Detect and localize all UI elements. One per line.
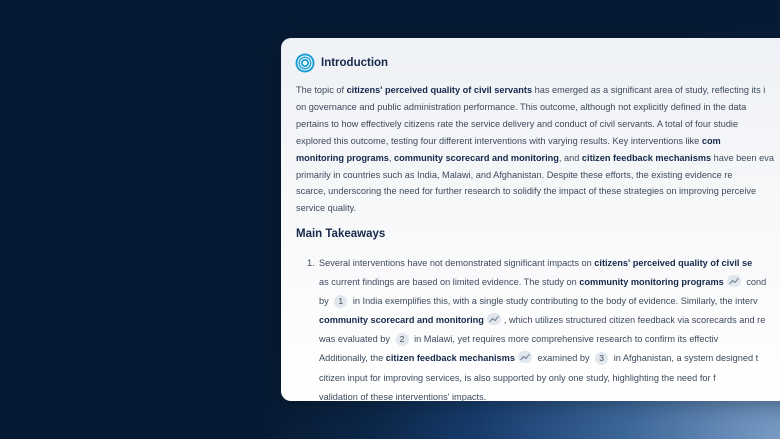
content-card bbox=[281, 38, 780, 401]
list-item: 1. Several interventions have not demonstrated significant impacts on citizens' perceived quality of civil se bbox=[307, 258, 753, 268]
takeaways-list: 1. Several interventions have not demonstrated significant impacts on citizens' perceived quality of civil se as current findings are based on limited evidence. The study on community monitoring programs cond by 1 in India exemplifies this, with a single study contributing to the body of evidence. Similarly, the interv community scorecard and monitoring , which utilizes structured citizen feedback via scorecards and re was evaluated by 2 in Malawi, yet requires more comprehensive research to confirm its effectiv Additionally, the citizen feedback mechanisms examined by 3 in Afghanistan, a system designed t citizen input for improving services, is also supported by only one study, highlighting the need for f validation of these interventions' impacts. bbox=[307, 254, 780, 401]
section-header bbox=[295, 52, 388, 74]
trend-icon[interactable] bbox=[518, 351, 532, 363]
intro-paragraph: The topic of citizens' perceived quality of civil servants has emerged as a significant area of study, reflecting its i on governance and public administration performance. This outcome, although not explicitly defined in the data pertains to how effectively citizens rate the service delivery and conduct of civil servants. A total of four studie explored this outcome, testing four different interventions with varying results. Key interventions like com monitoring programs, community scorecard and monitoring, and citizen feedback mechanisms have been eva primarily in countries such as India, Malawi, and Afghanistan. Despite these efforts, the existing evidence re scarce, underscoring the need for further research to solidify the impact of these strategies on improving perceive service quality. bbox=[296, 85, 774, 214]
main-takeaways-heading: Main Takeaways bbox=[296, 228, 386, 240]
citation-badge[interactable]: 2 bbox=[396, 333, 409, 346]
page-title: Introduction bbox=[321, 57, 389, 69]
citation-badge[interactable]: 1 bbox=[334, 295, 347, 308]
citation-badge[interactable]: 3 bbox=[595, 352, 608, 365]
target-logo-icon bbox=[295, 53, 315, 73]
trend-icon[interactable] bbox=[487, 313, 501, 325]
trend-icon[interactable] bbox=[727, 275, 741, 287]
